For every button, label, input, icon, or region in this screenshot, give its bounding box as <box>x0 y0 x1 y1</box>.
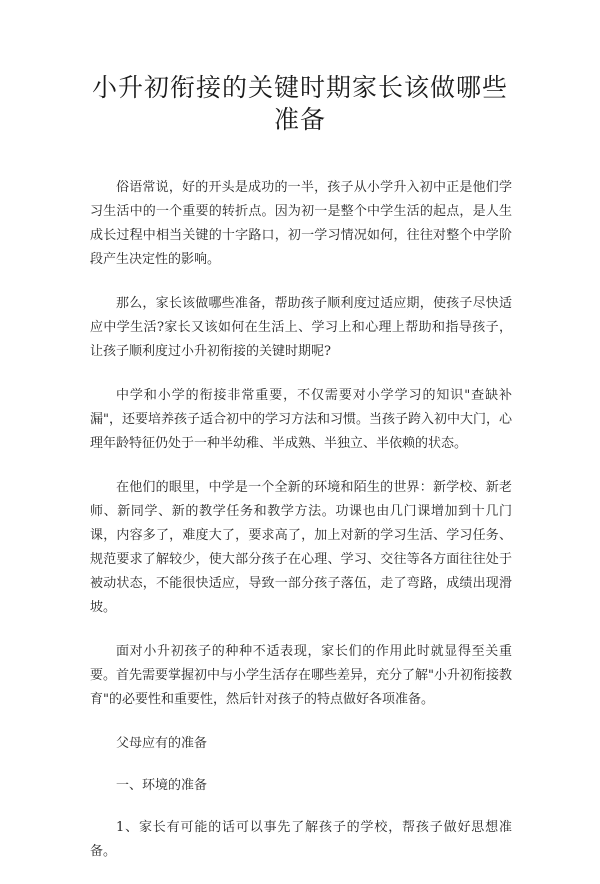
paragraph-question: 那么，家长该做哪些准备，帮助孩子顺利度过适应期，使孩子尽快适应中学生活?家长又该如何在生活上、学习上和心理上帮助和指导孩子，让孩子顺利度过小升初衔接的关键时期呢? <box>90 296 512 359</box>
paragraph-new-environment: 在他们的眼里，中学是一个全新的环境和陌生的世界：新学校、新老师、新同学、新的教学任务和教学方法。功课也由几门课增加到十几门课，内容多了，难度大了，要求高了，加上对新的学习生活、学习任务、规范要求了解较少，使大部分孩子在心理、学习、交往等各方面往往处于被动状态，不能很快适应，导致一部分孩子落伍，走了弯路，成绩出现滑坡。 <box>90 480 512 615</box>
document-title: 小升初衔接的关键时期家长该做哪些准备 <box>91 73 508 134</box>
section-heading-environment: 一、环境的准备 <box>116 778 208 793</box>
paragraph-transition: 中学和小学的衔接非常重要，不仅需要对小学学习的知识"查缺补漏"，还要培养孩子适合初中的学习方法和习惯。当孩子跨入初中大门，心理年龄特征仍处于一种半幼稚、半成熟、半独立、半依赖的状态。 <box>90 388 512 451</box>
paragraph-parent-role: 面对小升初孩子的种种不适表现，家长们的作用此时就显得至关重要。首先需要掌握初中与小学生活存在哪些差异，充分了解"小升初衔接教育"的必要性和重要性，然后针对孩子的特点做好各项准备。 <box>90 644 512 707</box>
list-item-1: 1、家长有可能的话可以事先了解孩子的学校，帮孩子做好思想准备。 <box>90 820 512 859</box>
section-heading-parent-preparation: 父母应有的准备 <box>116 736 208 751</box>
paragraph-intro: 俗语常说，好的开头是成功的一半，孩子从小学升入初中正是他们学习生活中的一个重要的转折点。因为初一是整个中学生活的起点，是人生成长过程中相当关键的十字路口，初一学习情况如何，往往对整个中学阶段产生决定性的影响。 <box>90 180 512 267</box>
document-body <box>90 176 512 884</box>
